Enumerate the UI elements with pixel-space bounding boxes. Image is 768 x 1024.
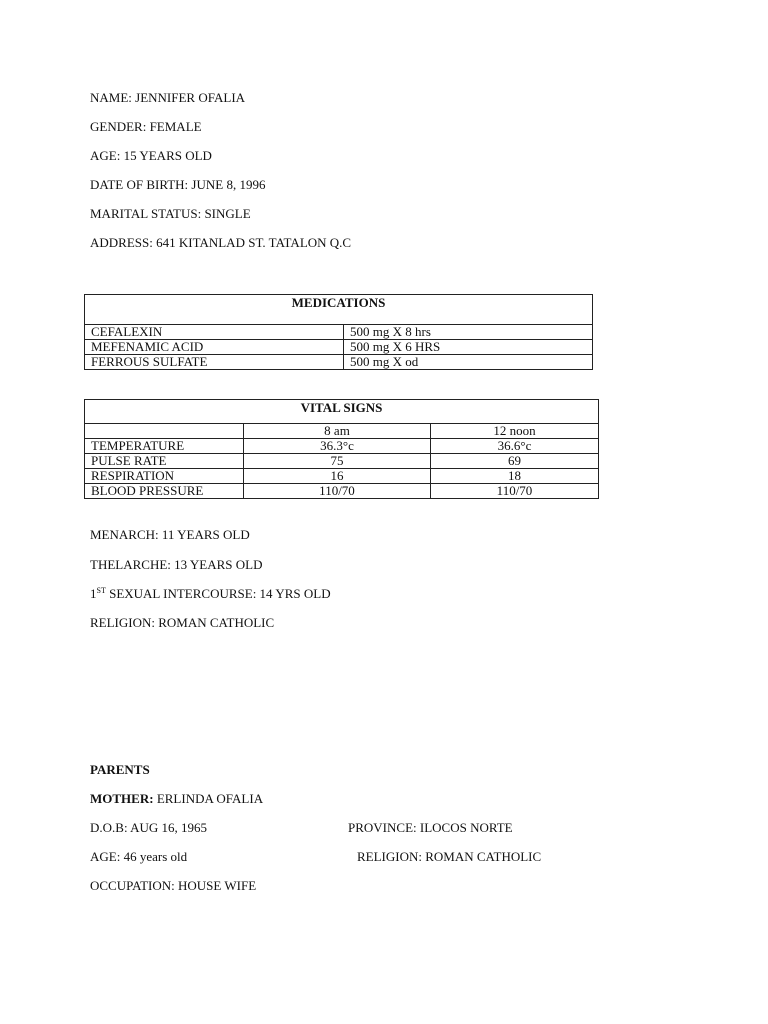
patient-address: ADDRESS: 641 KITANLAD ST. TATALON Q.C [90,235,352,250]
medication-row [85,355,593,370]
vital-sign-value: 16 [244,469,431,484]
vital-sign-row [85,469,599,484]
medication-row [85,340,593,355]
patient-marital-status: MARITAL STATUS: SINGLE [90,206,251,221]
mother-age: AGE: 46 years old [90,849,188,864]
medication-dose: 500 mg X od [344,355,593,370]
vital-sign-label: BLOOD PRESSURE [85,484,244,499]
medications-table [84,294,593,370]
vital-signs-table [84,399,599,499]
patient-gender: GENDER: FEMALE [90,119,202,134]
medication-dose: 500 mg X 8 hrs [344,325,593,340]
vital-sign-row [85,484,599,499]
medication-drug: FERROUS SULFATE [85,355,344,370]
medications-title: MEDICATIONS [85,295,593,325]
patient-dob: DATE OF BIRTH: JUNE 8, 1996 [90,177,266,192]
mother-religion: RELIGION: ROMAN CATHOLIC [357,849,542,864]
first-sexual-intercourse [90,586,331,601]
ordinal-suffix: ST [96,586,106,595]
vital-signs-header-row [85,400,599,424]
vital-sign-label: RESPIRATION [85,469,244,484]
first-number: 1 [90,586,97,601]
vital-signs-column-header: 8 am [244,424,431,439]
medication-dose: 500 mg X 6 HRS [344,340,593,355]
mother-dob: D.O.B: AUG 16, 1965 [90,820,208,835]
vital-sign-value: 36.6°c [431,439,599,454]
vital-sign-value: 69 [431,454,599,469]
vital-sign-value: 36.3°c [244,439,431,454]
mother-province: PROVINCE: ILOCOS NORTE [348,820,513,835]
vital-sign-row [85,454,599,469]
vital-sign-label: TEMPERATURE [85,439,244,454]
medications-header-row [85,295,593,325]
medication-drug: CEFALEXIN [85,325,344,340]
patient-religion: RELIGION: ROMAN CATHOLIC [90,615,275,630]
vital-signs-corner-cell [85,424,244,439]
medication-drug: MEFENAMIC ACID [85,340,344,355]
patient-name: NAME: JENNIFER OFALIA [90,90,246,105]
first-rest: SEXUAL INTERCOURSE: 14 YRS OLD [105,586,331,601]
mother-label: MOTHER: [90,791,154,806]
vital-signs-time-row [85,424,599,439]
vital-signs-column-header: 12 noon [431,424,599,439]
vital-sign-value: 75 [244,454,431,469]
mother-name [90,791,263,806]
vital-sign-label: PULSE RATE [85,454,244,469]
menarche: MENARCH: 11 YEARS OLD [90,527,250,542]
vital-sign-value: 110/70 [431,484,599,499]
vital-sign-value: 18 [431,469,599,484]
vital-sign-value: 110/70 [244,484,431,499]
vital-signs-title: VITAL SIGNS [85,400,599,424]
parents-heading: PARENTS [90,762,150,777]
patient-age: AGE: 15 YEARS OLD [90,148,212,163]
thelarche: THELARCHE: 13 YEARS OLD [90,557,263,572]
medication-row [85,325,593,340]
mother-occupation: OCCUPATION: HOUSE WIFE [90,878,257,893]
vital-sign-row [85,439,599,454]
mother-name-value: ERLINDA OFALIA [153,791,264,806]
